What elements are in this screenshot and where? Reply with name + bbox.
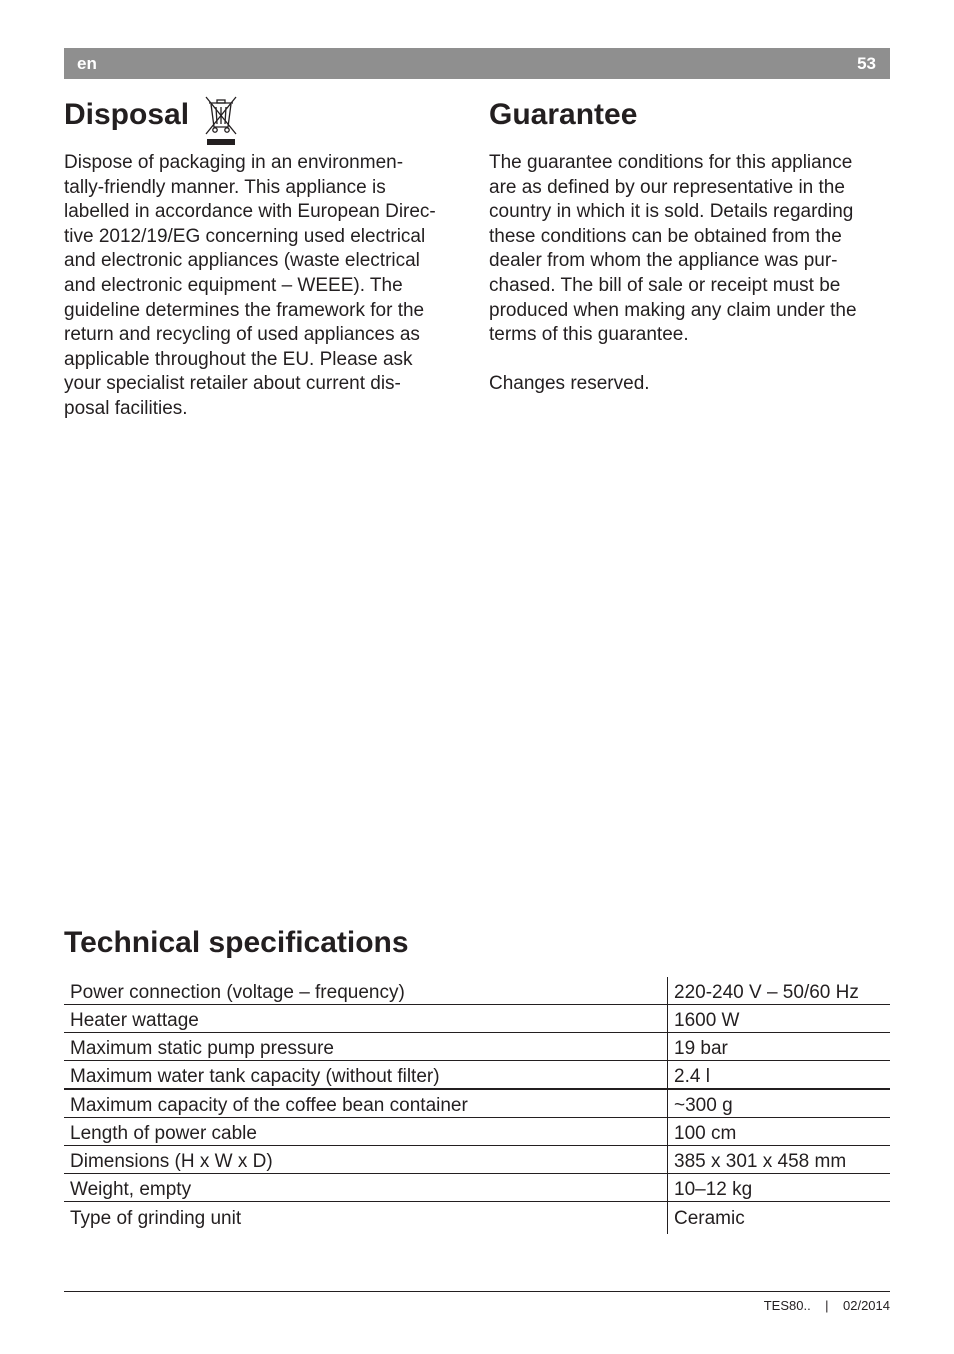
spec-label: Maximum water tank capacity (without filter) [64,1061,668,1090]
spec-value: 2.4 l [668,1061,891,1090]
language-code: en [77,54,97,73]
footer [764,1298,890,1313]
spec-label: Maximum capacity of the coffee bean container [64,1089,668,1118]
guarantee-title: Guarantee [489,98,638,131]
table-row [64,1118,890,1146]
spec-label: Type of grinding unit [70,1208,242,1229]
guarantee-text: The guarantee conditions for this appliance are as defined by our representative in the country in which it is sold. Details regarding these conditions can be obtained from the dealer from whom the appliance was pur- chased. The bill of sale or receipt must be produced when making any claim under the terms of this guarantee. Changes reserved. [489,152,857,395]
spec-label: Maximum static pump pressure [64,1033,668,1061]
footer-date: 02/2014 [843,1298,890,1313]
spec-label: Weight, empty [64,1174,668,1202]
technical-specifications-title: Technical specifications [64,926,409,959]
spec-value: 100 cm [668,1118,891,1146]
footer-divider [64,1291,890,1292]
spec-value: 1600 W [668,1005,891,1033]
table-row [64,1146,890,1174]
table-row [64,1089,890,1118]
header-bar [64,48,890,79]
table-row [64,977,890,1005]
technical-specifications-table [64,977,890,1234]
footer-model: TES80.. [763,1298,811,1313]
footer-separator: | [825,1298,829,1313]
table-row [64,1005,890,1033]
spec-label: Length of power cable [64,1118,668,1146]
spec-value: ~300 g [668,1089,891,1118]
page-number: 53 [857,54,876,73]
crossed-out-wheeled-bin-icon [203,94,239,148]
table-row [64,1061,890,1090]
disposal-text: Dispose of packaging in an environmen- tally-friendly manner. This appliance is labelled in accordance with European Direc- tive 2012/19/EG concerning used electrical and electronic appliances (waste electrical and electronic equipment – WEEE). The guideline determines the framework for the return and recycling of used appliances as applicable throughout the EU. Please ask your specialist retailer about current dis- posal facilities. [64,152,436,419]
table-row [64,1202,890,1235]
spec-label: Dimensions (H x W x D) [64,1146,668,1174]
table-row [64,1033,890,1061]
spec-value: 10–12 kg [668,1174,891,1202]
disposal-title: Disposal [64,98,190,131]
spec-value: 19 bar [668,1033,891,1061]
spec-label: Power connection (voltage – frequency) [64,977,668,1005]
spec-label: Heater wattage [64,1005,668,1033]
spec-value: 385 x 301 x 458 mm [668,1146,891,1174]
spec-value: Ceramic [668,1202,891,1235]
table-row [64,1174,890,1202]
spec-value: 220-240 V – 50/60 Hz [668,977,891,1005]
